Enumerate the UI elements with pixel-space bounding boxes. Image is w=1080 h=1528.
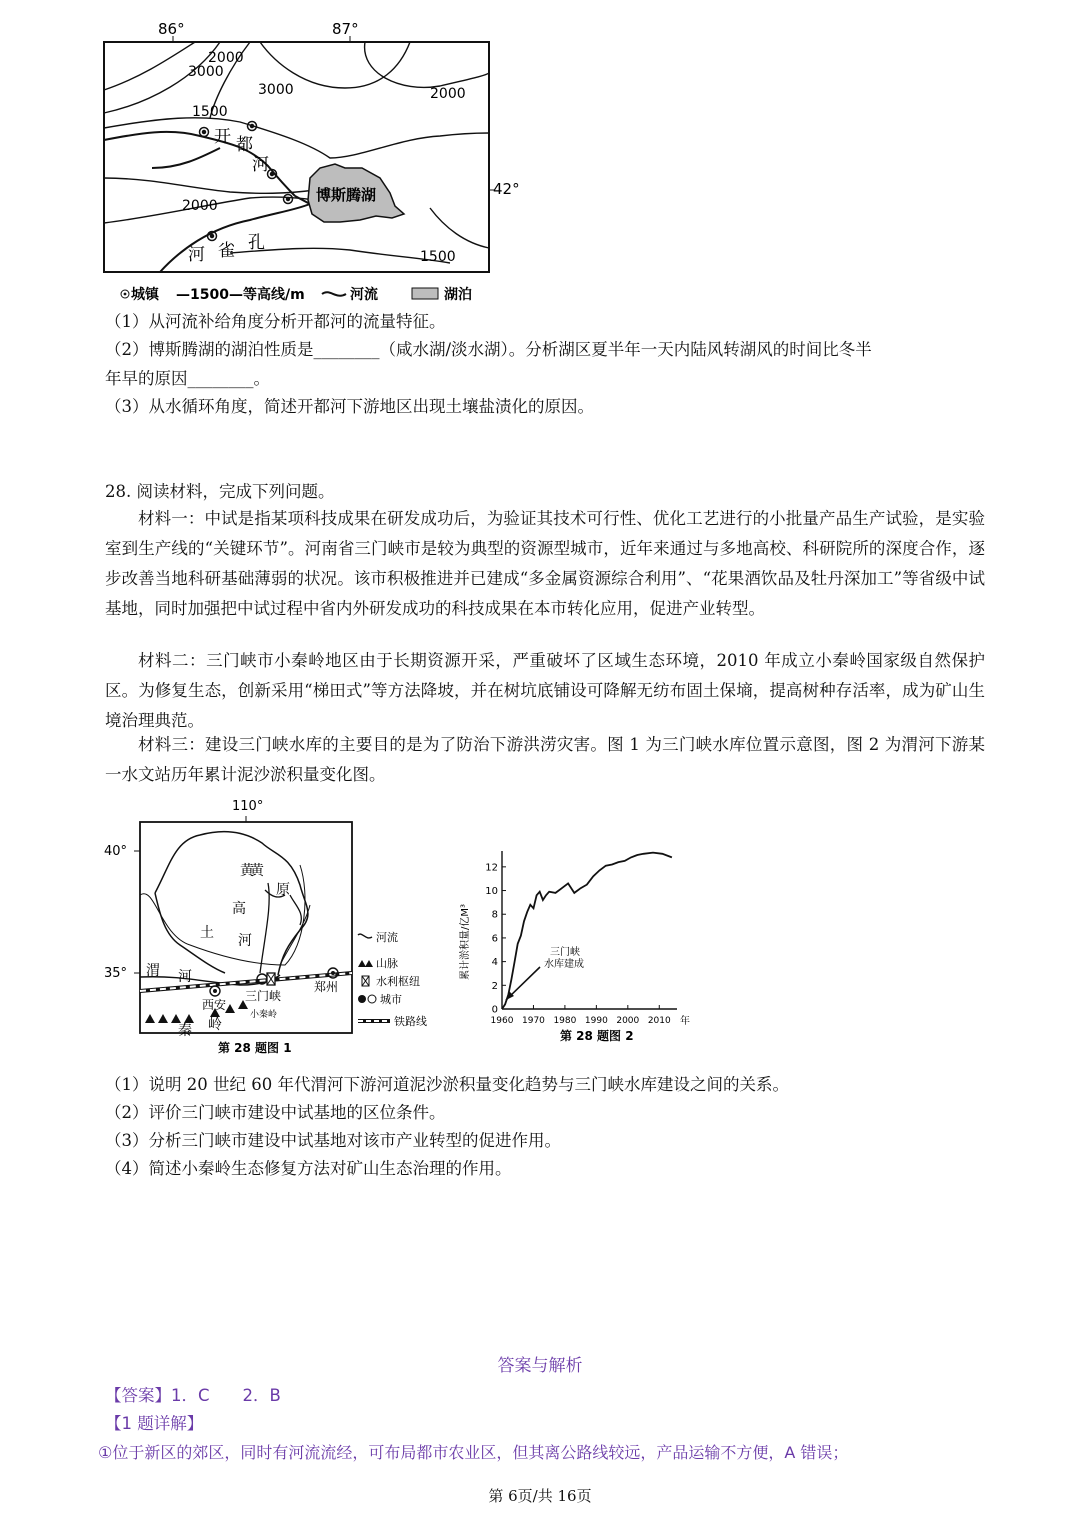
y-tick-label: 2 bbox=[491, 980, 498, 992]
plateau-char: 土 bbox=[200, 925, 214, 941]
chart-ylabel: 累计淤积量/亿M³ bbox=[460, 903, 471, 980]
river-char: 孔 bbox=[248, 233, 265, 253]
x-tick-label: 2010 bbox=[647, 1016, 671, 1026]
city-label: 三门峡 bbox=[245, 989, 282, 1003]
q28-item-1: （1）说明 20 世纪 60 年代渭河下游河道泥沙淤积量变化趋势与三门峡水库建设之间的关系。 bbox=[105, 1075, 789, 1094]
legend-lake: 湖泊 bbox=[444, 287, 472, 303]
legend-river: 河流 bbox=[350, 287, 378, 303]
y-tick-label: 10 bbox=[485, 886, 498, 898]
q27-item-1: （1）从河流补给角度分析开都河的流量特征。 bbox=[105, 312, 446, 331]
plateau-char: 黄 bbox=[250, 863, 264, 879]
contour-label: 2000 bbox=[430, 86, 466, 102]
x-tick-label: 1960 bbox=[490, 1016, 514, 1026]
weihe-char: 河 bbox=[178, 969, 192, 985]
river-char: 黄 bbox=[240, 863, 254, 879]
kaidu-river-map bbox=[100, 18, 530, 308]
qinling-char: 秦 bbox=[178, 1023, 192, 1039]
qinling-char: 岭 bbox=[208, 1017, 222, 1033]
lake-label: 博斯腾湖 bbox=[316, 186, 377, 204]
river-char: 都 bbox=[236, 135, 253, 155]
legend-mountain: 山脉 bbox=[376, 957, 398, 970]
fig1-legend bbox=[358, 930, 427, 1028]
legend-contour: 等高线/m bbox=[243, 287, 305, 303]
lat-42-label: 42° bbox=[493, 180, 520, 198]
q27-item-3: （3）从水循环角度，简述开都河下游地区出现土壤盐渍化的原因。 bbox=[105, 397, 594, 416]
xiaoqinling-label: 小秦岭 bbox=[250, 1010, 278, 1020]
silt-chart bbox=[460, 835, 710, 1050]
river-char: 开 bbox=[214, 127, 231, 147]
lon-110-label: 110° bbox=[232, 799, 264, 814]
river-char: 雀 bbox=[218, 241, 235, 261]
lat-35-label: 35° bbox=[104, 966, 128, 981]
y-tick-label: 4 bbox=[491, 957, 498, 969]
contour-label: 1500 bbox=[420, 249, 456, 265]
y-tick-label: 8 bbox=[491, 909, 498, 921]
x-tick-label: 2000 bbox=[616, 1016, 640, 1026]
q28-material-2: 材料二：三门峡市小秦岭地区由于长期资源开采，严重破坏了区域生态环境，2010 年成立小秦岭国家级自然保护区。为修复生态，创新采用“梯田式”等方法降坡，并在树坑底铺设可降解无纺布固土保墒，提高树种存活率，成为矿山生境治理典范。 bbox=[105, 651, 985, 730]
answer-q1-text: ①位于新区的郊区，同时有河流流经，可布局都市农业区，但其离公路线较远，产品运输不方便，A 错误； bbox=[98, 1443, 849, 1462]
river-char: 河 bbox=[188, 245, 205, 265]
plateau-char: 高 bbox=[232, 901, 246, 917]
q27-item-2-cont: 年早的原因________。 bbox=[105, 369, 270, 388]
q28-title: 28. 阅读材料，完成下列问题。 bbox=[105, 482, 335, 501]
q28-material-1: 材料一：中试是指某项科技成果在研发成功后，为验证其技术可行性、优化工艺进行的小批量产品生产试验，是实验室到生产线的“关键环节”。河南省三门峡市是较为典型的资源型城市，近年来通过与多地高校、科研院所的深度合作，逐步改善当地科研基础薄弱的状况。该市积极推进并已建成“多金属资源综合利用”、“花果酒饮品及牡丹深加工”等省级中试基地，同时加强把中试过程中省内外研发成功的科技成果在本市转化应用，促进产业转型。 bbox=[105, 509, 985, 618]
q27-item-2: （2）博斯腾湖的湖泊性质是________（咸水湖/淡水湖）。分析湖区夏半年一天内陆风转湖风的时间比冬半 bbox=[105, 340, 872, 359]
q28-item-4: （4）简述小秦岭生态修复方法对矿山生态治理的作用。 bbox=[105, 1159, 512, 1178]
legend-railway: 铁路线 bbox=[394, 1015, 427, 1028]
river-char: 河 bbox=[238, 933, 252, 949]
x-tick-label: 1980 bbox=[553, 1016, 577, 1026]
legend-river: 河流 bbox=[376, 931, 398, 944]
weihe-char: 渭 bbox=[146, 963, 160, 979]
x-tick-label: 1970 bbox=[522, 1016, 545, 1026]
silt-series-line bbox=[502, 853, 672, 1009]
y-tick-label: 12 bbox=[485, 862, 498, 874]
y-tick-label: 6 bbox=[491, 933, 498, 945]
lat-40-label: 40° bbox=[104, 844, 128, 859]
contour-label: 3000 bbox=[188, 64, 224, 80]
x-tick-label: 1990 bbox=[584, 1016, 608, 1026]
q28-item-3: （3）分析三门峡市建设中试基地对该市产业转型的促进作用。 bbox=[105, 1131, 561, 1150]
answer-q1-header: 【1 题详解】 bbox=[105, 1414, 204, 1433]
page-footer: 第 6页/共 16页 bbox=[488, 1487, 592, 1505]
fig2-caption: 第 28 题图 2 bbox=[560, 1029, 634, 1043]
fig1-caption: 第 28 题图 1 bbox=[218, 1041, 292, 1055]
city-label: 西安 bbox=[202, 998, 227, 1012]
y-tick-label: 0 bbox=[491, 1004, 498, 1016]
legend-city: 城市 bbox=[380, 993, 402, 1006]
contour-label: 1500 bbox=[192, 104, 228, 120]
legend-contour-sample: —1500— bbox=[176, 287, 243, 303]
annotation-line-1: 三门峡 bbox=[550, 947, 580, 958]
lon-86-label: 86° bbox=[158, 20, 185, 38]
sanmenxia-map bbox=[100, 795, 430, 1060]
contour-label: 2000 bbox=[182, 198, 218, 214]
map1-legend bbox=[121, 286, 472, 303]
contour-label: 3000 bbox=[258, 82, 294, 98]
river-char: 河 bbox=[252, 155, 269, 175]
legend-town: 城镇 bbox=[131, 287, 159, 303]
lon-87-label: 87° bbox=[332, 20, 359, 38]
answer-key: 【答案】1．C 2．B bbox=[105, 1386, 281, 1405]
legend-dam: 水利枢纽 bbox=[376, 975, 420, 988]
q28-item-2: （2）评价三门峡市建设中试基地的区位条件。 bbox=[105, 1103, 446, 1122]
contour-label: 2000 bbox=[208, 50, 244, 66]
answer-heading: 答案与解析 bbox=[497, 1356, 583, 1376]
annotation-line-2: 水库建成 bbox=[544, 959, 584, 970]
q28-material-3: 材料三：建设三门峡水库的主要目的是为了防治下游洪涝灾害。图 1 为三门峡水库位置示意图，图 2 为渭河下游某一水文站历年累计泥沙淤积量变化图。 bbox=[105, 735, 985, 784]
city-label: 郑州 bbox=[314, 980, 339, 994]
chart-xlabel: 年 bbox=[680, 1016, 690, 1027]
plateau-char: 原 bbox=[276, 882, 290, 898]
